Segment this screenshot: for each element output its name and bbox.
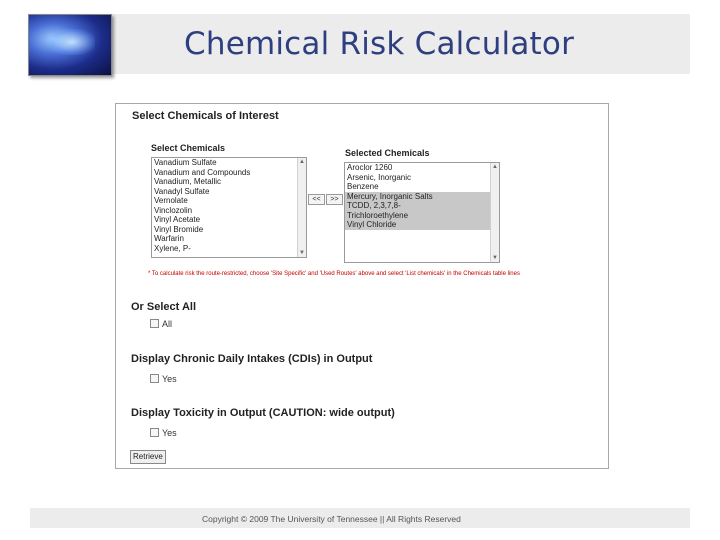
list-item[interactable]: Arsenic, Inorganic bbox=[347, 172, 412, 182]
list-item[interactable]: Vanadyl Sulfate bbox=[154, 186, 210, 196]
list-item[interactable]: Benzene bbox=[347, 182, 379, 191]
available-chemicals-listbox[interactable] bbox=[151, 157, 307, 258]
list-item[interactable]: Vinyl Chloride bbox=[345, 220, 499, 230]
scroll-down-arrow-icon[interactable]: ▼ bbox=[492, 255, 498, 261]
remove-chemical-button[interactable]: << bbox=[308, 194, 325, 205]
selected-list-scrollbar[interactable] bbox=[490, 163, 499, 262]
list-item[interactable]: Vinclozolin bbox=[154, 205, 193, 215]
list-item[interactable]: Mercury, Inorganic Salts bbox=[345, 192, 499, 202]
list-item[interactable]: Vanadium Sulfate bbox=[154, 158, 217, 167]
list-item[interactable]: Trichloroethylene bbox=[345, 211, 499, 221]
cdi-checkbox[interactable] bbox=[150, 374, 159, 383]
list-item[interactable]: Vernolate bbox=[154, 196, 188, 205]
toxicity-option[interactable] bbox=[150, 428, 177, 438]
list-item[interactable]: Vinyl Bromide bbox=[154, 224, 204, 234]
add-chemical-button[interactable]: >> bbox=[326, 194, 343, 205]
section-heading-toxicity: Display Toxicity in Output (CAUTION: wide output) bbox=[131, 407, 395, 419]
available-list-scrollbar[interactable] bbox=[297, 158, 306, 257]
retrieve-button[interactable]: Retrieve bbox=[130, 450, 166, 464]
scroll-up-arrow-icon[interactable]: ▲ bbox=[299, 159, 305, 165]
list-item[interactable]: Warfarin bbox=[154, 234, 184, 243]
select-all-option[interactable] bbox=[150, 319, 172, 329]
list-item[interactable]: TCDD, 2,3,7,8- bbox=[345, 201, 499, 211]
selected-chemicals-listbox[interactable] bbox=[344, 162, 500, 263]
select-all-label: All bbox=[162, 319, 173, 329]
section-heading-select-chemicals: Select Chemicals of Interest bbox=[132, 110, 279, 122]
select-all-checkbox[interactable] bbox=[150, 319, 159, 328]
cdi-option[interactable] bbox=[150, 374, 177, 384]
list-item[interactable]: Xylene, P- bbox=[154, 243, 191, 253]
copyright-text: Copyright © 2009 The University of Tennessee || All Rights Reserved bbox=[202, 514, 461, 524]
section-heading-cdi: Display Chronic Daily Intakes (CDIs) in Output bbox=[131, 353, 373, 365]
toxicity-yes-label: Yes bbox=[162, 428, 177, 438]
route-restriction-note: * To calculate risk the route-restricted, choose 'Site Specific' and 'Used Routes' above and select 'List chemicals' in the Chemicals table lines bbox=[148, 271, 520, 277]
logo-image bbox=[28, 14, 112, 76]
selected-chemicals-label: Selected Chemicals bbox=[345, 148, 430, 158]
list-item[interactable]: Vinyl Acetate bbox=[154, 215, 201, 224]
slide-title: Chemical Risk Calculator bbox=[184, 26, 575, 62]
list-item[interactable]: Vanadium and Compounds bbox=[154, 167, 251, 177]
list-item[interactable]: Aroclor 1260 bbox=[347, 163, 393, 172]
available-chemicals-label: Select Chemicals bbox=[151, 143, 226, 153]
scroll-up-arrow-icon[interactable]: ▲ bbox=[492, 164, 498, 170]
scroll-down-arrow-icon[interactable]: ▼ bbox=[299, 250, 305, 256]
list-item[interactable]: Vanadium, Metallic bbox=[154, 177, 221, 186]
section-heading-select-all: Or Select All bbox=[131, 301, 197, 313]
toxicity-checkbox[interactable] bbox=[150, 428, 159, 437]
cdi-yes-label: Yes bbox=[162, 374, 177, 384]
